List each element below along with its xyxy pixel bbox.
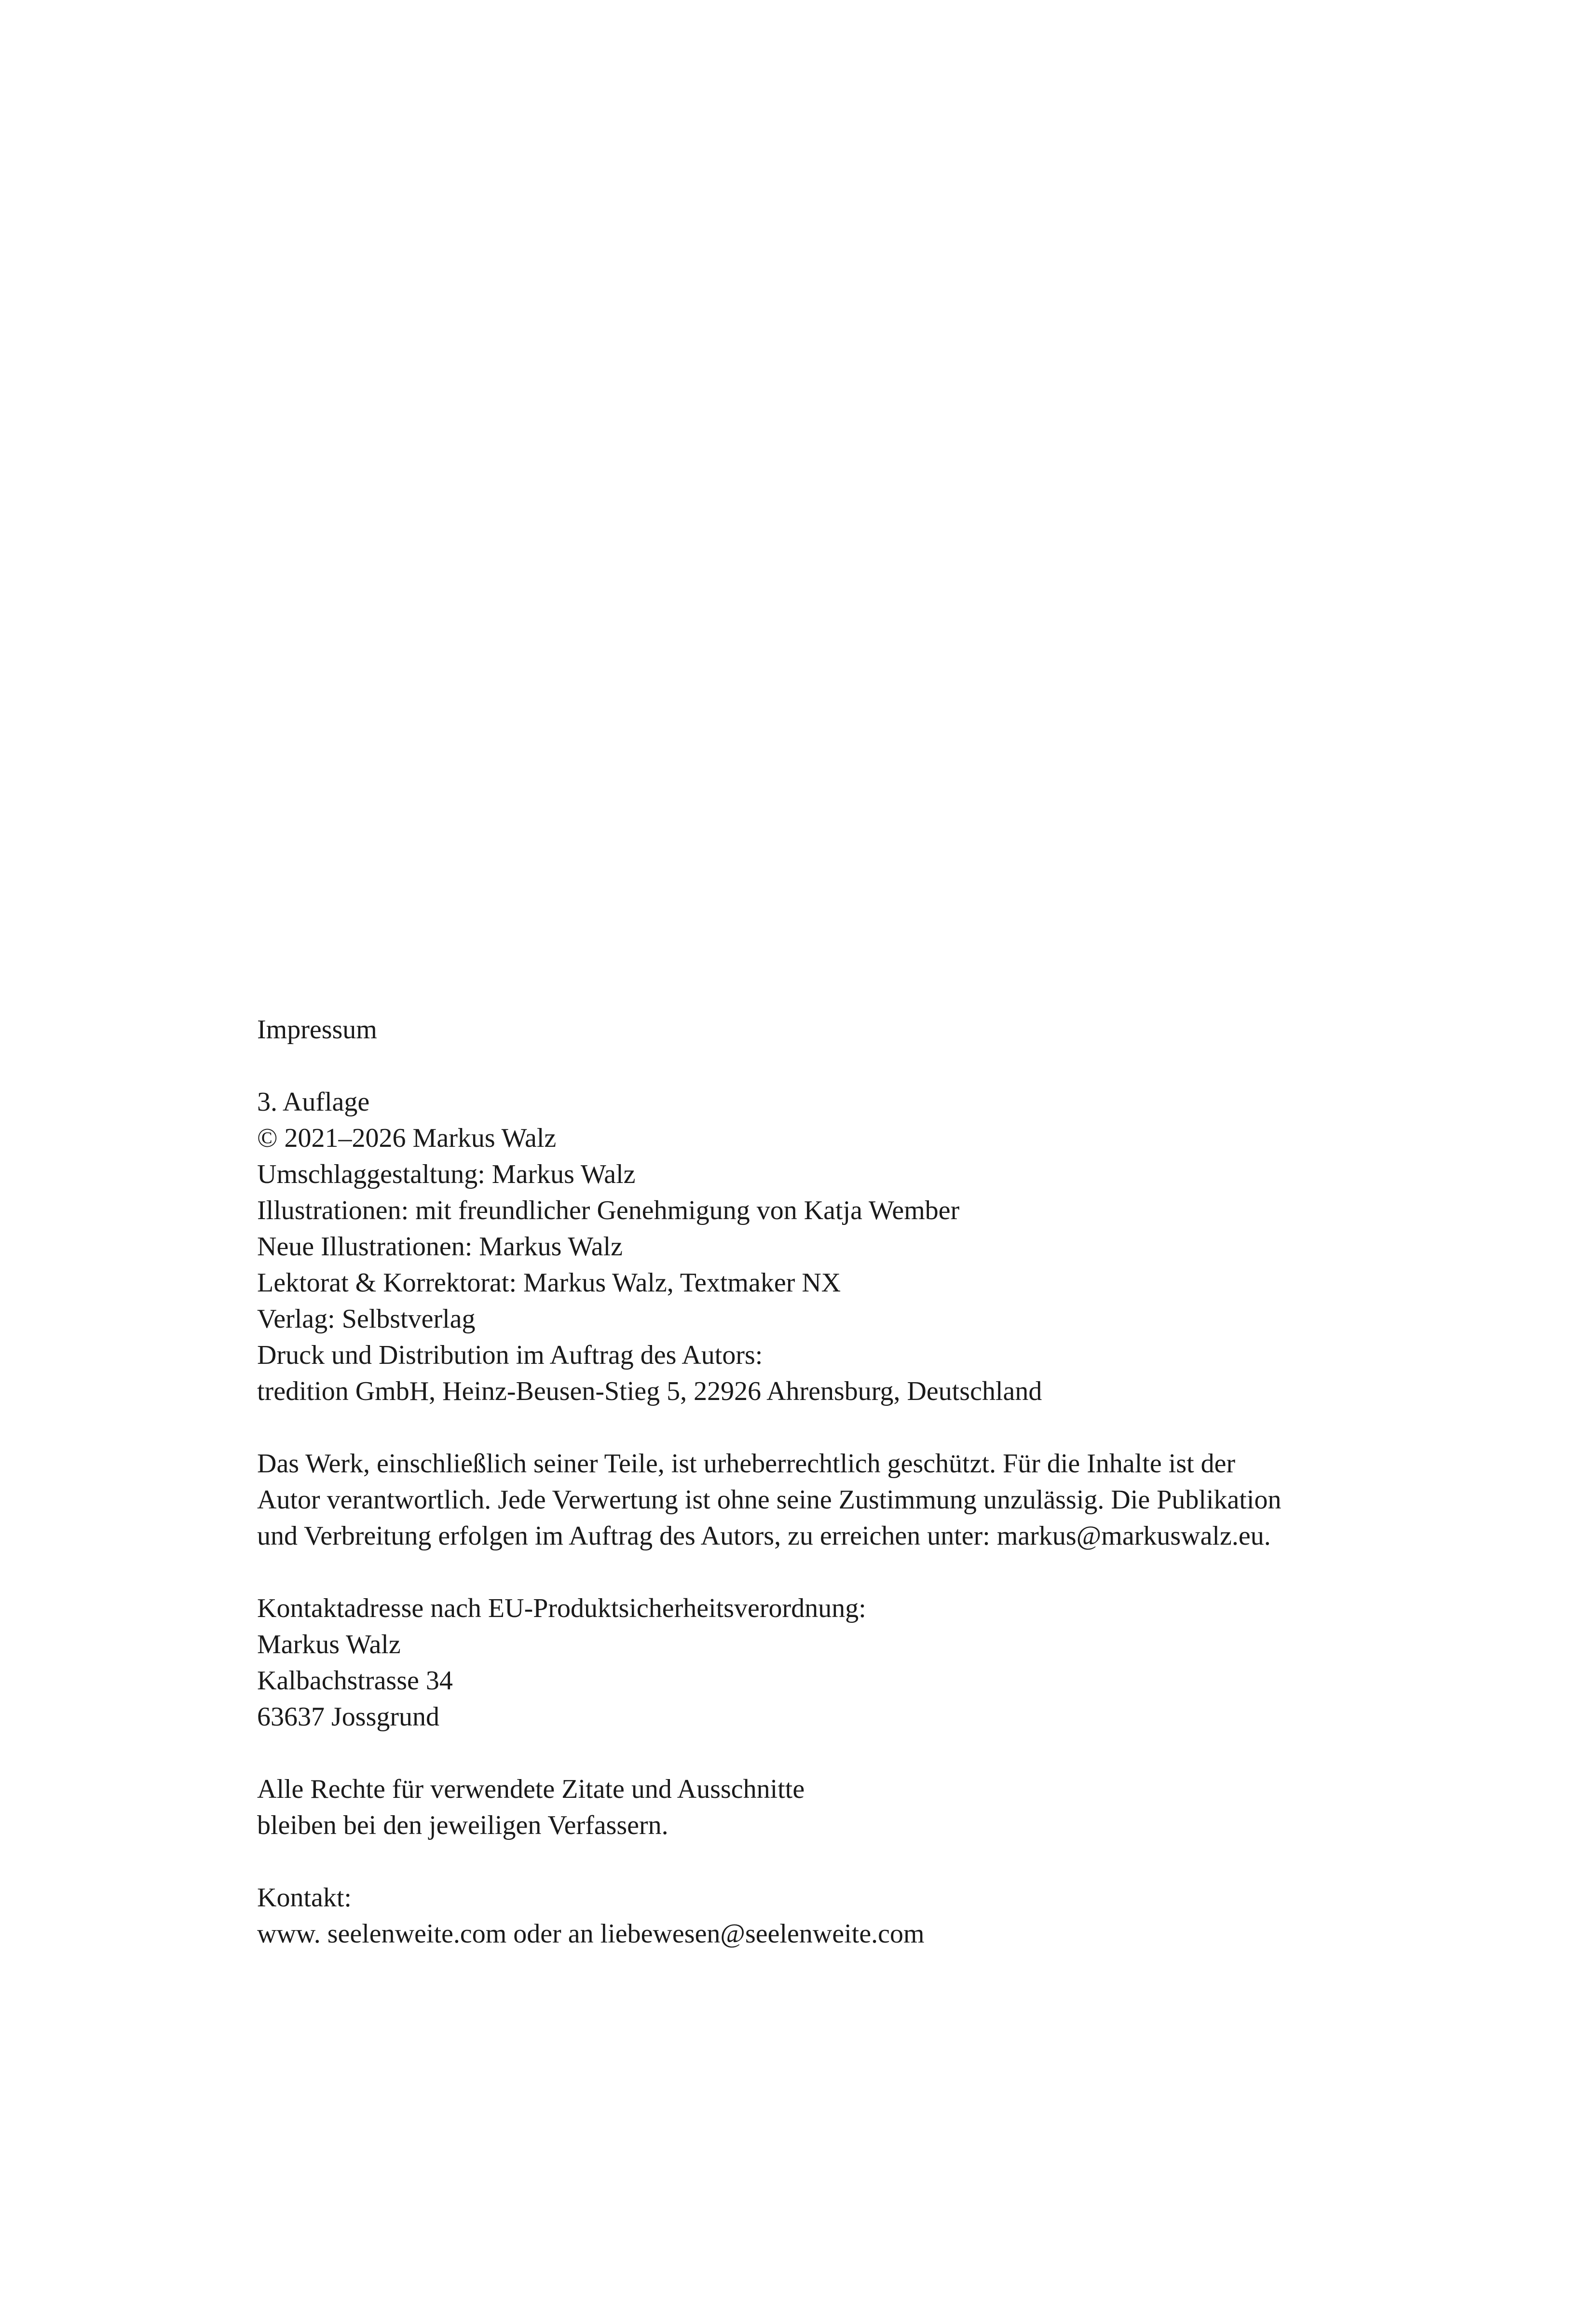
editing-line: Lektorat & Korrektorat: Markus Walz, Textmaker NX — [257, 1268, 841, 1298]
contact-address-block — [257, 1590, 1395, 1735]
contact-details: www. seelenweite.com oder an liebewesen@seelenweite.com — [257, 1919, 925, 1949]
new-illustrations-line: Neue Illustrationen: Markus Walz — [257, 1232, 623, 1262]
publisher-line: Verlag: Selbstverlag — [257, 1304, 476, 1334]
contact-address-name: Markus Walz — [257, 1630, 401, 1659]
edition-line: 3. Auflage — [257, 1087, 370, 1117]
illustrations-line: Illustrationen: mit freundlicher Genehmigung von Katja Wember — [257, 1196, 960, 1225]
distributor-address-line: tredition GmbH, Heinz-Beusen-Stieg 5, 22926 Ahrensburg, Deutschland — [257, 1376, 1042, 1406]
contact-address-heading: Kontaktadresse nach EU-Produktsicherheitsverordnung: — [257, 1593, 866, 1623]
copyright-notice-line: und Verbreitung erfolgen im Auftrag des Autors, zu erreichen unter: markus@markuswalz.eu. — [257, 1521, 1271, 1551]
rights-line: bleiben bei den jeweiligen Verfassern. — [257, 1810, 668, 1840]
copyright-notice-line: Autor verantwortlich. Jede Verwertung ist ohne seine Zustimmung unzulässig. Die Publikation — [257, 1485, 1281, 1515]
contact-heading: Kontakt: — [257, 1883, 352, 1913]
imprint-section — [257, 1012, 1395, 1952]
edition-block — [257, 1084, 1395, 1410]
contact-address-city: 63637 Jossgrund — [257, 1702, 440, 1732]
contact-address-street: Kalbachstrasse 34 — [257, 1666, 453, 1696]
rights-block — [257, 1771, 1395, 1844]
imprint-heading: Impressum — [257, 1015, 377, 1045]
distribution-line: Druck und Distribution im Auftrag des Autors: — [257, 1340, 763, 1370]
imprint-heading-block — [257, 1012, 1395, 1048]
rights-line: Alle Rechte für verwendete Zitate und Ausschnitte — [257, 1774, 805, 1804]
copyright-line: © 2021–2026 Markus Walz — [257, 1123, 557, 1153]
contact-block — [257, 1880, 1395, 1952]
cover-design-line: Umschlaggestaltung: Markus Walz — [257, 1159, 636, 1189]
copyright-notice-line: Das Werk, einschließlich seiner Teile, ist urheberrechtlich geschützt. Für die Inhalte ist der — [257, 1449, 1236, 1479]
copyright-notice-block — [257, 1446, 1395, 1554]
